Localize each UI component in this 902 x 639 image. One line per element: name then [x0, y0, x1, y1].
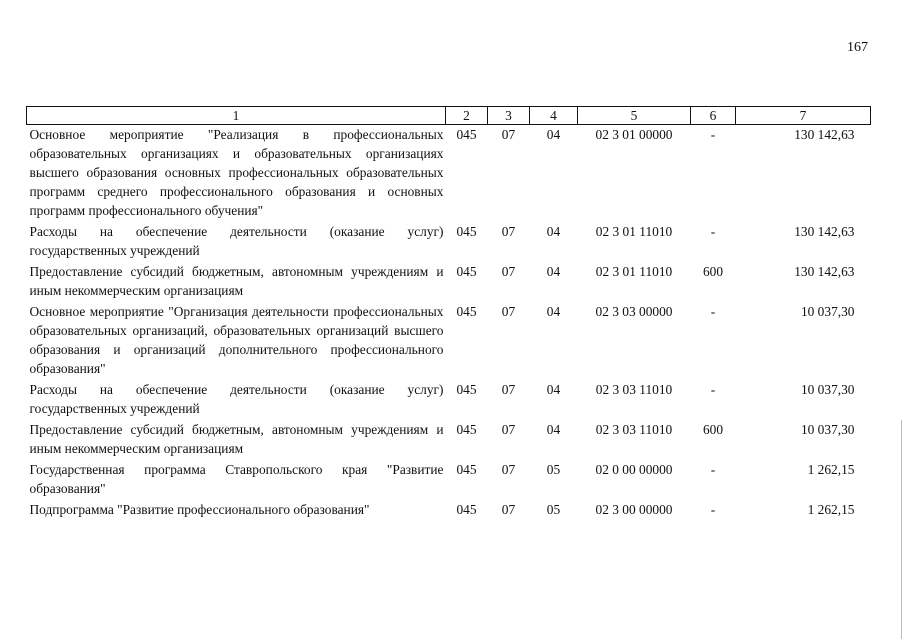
row-ministry-code: 045: [456, 224, 477, 239]
row-amount: 10 037,30: [800, 304, 855, 319]
row-expense-type: -: [710, 127, 716, 142]
column-header-2: 2: [446, 107, 488, 125]
budget-table: [26, 106, 871, 521]
row-expense-type: 600: [702, 422, 724, 437]
row-amount: 130 142,63: [794, 224, 855, 239]
row-target-code: 02 3 01 00000: [595, 127, 673, 142]
row-target-code: 02 3 03 00000: [595, 304, 673, 319]
row-name: Государственная программа Ставропольского края "Развитие образования": [29, 462, 444, 496]
row-amount: 10 037,30: [800, 382, 855, 397]
column-header-4: 4: [530, 107, 578, 125]
row-subsection-code: 05: [546, 462, 561, 477]
row-ministry-code: 045: [456, 422, 477, 437]
row-name: Предоставление субсидий бюджетным, автономным учреждениям и иным некоммерческим организациям: [29, 422, 444, 456]
row-name: Предоставление субсидий бюджетным, автономным учреждениям и иным некоммерческим организациям: [29, 264, 444, 298]
row-target-code: 02 3 03 11010: [595, 382, 673, 397]
row-name: Основное мероприятие "Организация деятельности профессиональных образовательных организаций, образовательных организаций высшего образования и организаций дополнительного профессионального образования": [29, 304, 444, 376]
row-subsection-code: 04: [546, 304, 561, 319]
row-amount: 1 262,15: [807, 502, 855, 517]
row-ministry-code: 045: [456, 304, 477, 319]
column-header-3: 3: [488, 107, 530, 125]
row-section-code: 07: [501, 382, 516, 397]
row-expense-type: -: [710, 502, 716, 517]
row-target-code: 02 3 00 00000: [595, 502, 673, 517]
row-ministry-code: 045: [456, 127, 477, 142]
row-section-code: 07: [501, 304, 516, 319]
table-row: [27, 460, 871, 500]
row-expense-type: -: [710, 462, 716, 477]
row-subsection-code: 05: [546, 502, 561, 517]
row-name: Основное мероприятие "Реализация в профессиональных образовательных организациях и образовательных организациях высшего образования основных профессиональных образовательных программ среднего профессионального образования и основных программ профессионального обучения": [29, 127, 444, 218]
row-expense-type: -: [710, 224, 716, 239]
column-header-1: 1: [27, 107, 446, 125]
table-row: [27, 420, 871, 460]
row-section-code: 07: [501, 264, 516, 279]
header-row: [27, 107, 871, 125]
table-row: [27, 222, 871, 262]
row-ministry-code: 045: [456, 264, 477, 279]
row-amount: 130 142,63: [794, 264, 855, 279]
table-row: [27, 500, 871, 521]
row-target-code: 02 3 01 11010: [595, 224, 673, 239]
row-subsection-code: 04: [546, 224, 561, 239]
row-subsection-code: 04: [546, 127, 561, 142]
row-amount: 130 142,63: [794, 127, 855, 142]
row-subsection-code: 04: [546, 382, 561, 397]
table-row: [27, 125, 871, 223]
row-section-code: 07: [501, 224, 516, 239]
table-row: [27, 262, 871, 302]
row-ministry-code: 045: [456, 462, 477, 477]
row-expense-type: -: [710, 304, 716, 319]
row-target-code: 02 3 01 11010: [595, 264, 673, 279]
row-amount: 10 037,30: [800, 422, 855, 437]
row-target-code: 02 0 00 00000: [595, 462, 673, 477]
row-target-code: 02 3 03 11010: [595, 422, 673, 437]
row-section-code: 07: [501, 502, 516, 517]
column-header-7: 7: [736, 107, 871, 125]
table-row: [27, 302, 871, 380]
row-subsection-code: 04: [546, 264, 561, 279]
row-ministry-code: 045: [456, 382, 477, 397]
column-header-5: 5: [578, 107, 691, 125]
row-subsection-code: 04: [546, 422, 561, 437]
row-expense-type: -: [710, 382, 716, 397]
row-name: Подпрограмма "Развитие профессионального образования": [29, 502, 370, 517]
row-amount: 1 262,15: [807, 462, 855, 477]
row-section-code: 07: [501, 422, 516, 437]
table-row: [27, 380, 871, 420]
row-expense-type: 600: [702, 264, 724, 279]
row-section-code: 07: [501, 462, 516, 477]
page-number: 167: [847, 40, 868, 55]
row-ministry-code: 045: [456, 502, 477, 517]
row-section-code: 07: [501, 127, 516, 142]
row-name: Расходы на обеспечение деятельности (оказание услуг) государственных учреждений: [29, 382, 444, 416]
column-header-6: 6: [691, 107, 736, 125]
row-name: Расходы на обеспечение деятельности (оказание услуг) государственных учреждений: [29, 224, 444, 258]
